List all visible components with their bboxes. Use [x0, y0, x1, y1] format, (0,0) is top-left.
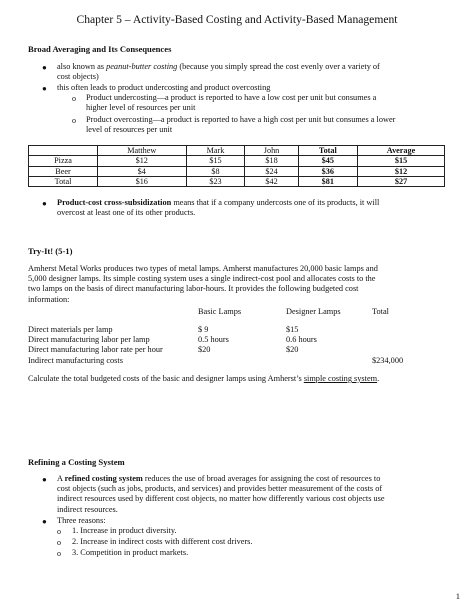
bullet-dot: ●	[42, 475, 47, 484]
sub-bullet-marker: o	[57, 549, 61, 558]
table-cell: Beer	[29, 166, 98, 176]
reason-item: 1. Increase in product diversity.	[72, 526, 177, 535]
page-title: Chapter 5 – Activity-Based Costing and Activity-Based Management	[76, 13, 398, 26]
try-it-paragraph	[28, 264, 378, 305]
cost-table	[28, 145, 445, 187]
table-header-row	[29, 146, 445, 156]
table-cell: Total	[29, 176, 98, 186]
bullet-cross-subsidization	[57, 198, 379, 218]
column-header-basic: Basic Lamps	[198, 307, 242, 316]
bullet-peanut-butter	[57, 62, 380, 82]
cost-row-label: Direct manufacturing labor rate per hour	[28, 345, 163, 354]
cost-row-designer: $15	[286, 325, 299, 334]
bullet-dot: ●	[42, 63, 47, 72]
try-it-question	[28, 374, 379, 384]
cost-row-label: Indirect manufacturing costs	[28, 356, 123, 365]
paragraph-line: Amherst Metal Works produces two types of metal lamps. Amherst manufactures 20,000 basic lamps and	[28, 264, 378, 273]
table-cell: $15	[186, 156, 245, 166]
bullet-text: indirect resources used by different cost objects, no matter how differently various cost objects use	[57, 494, 385, 504]
table-header-cell: Mark	[186, 146, 245, 156]
cost-row-designer: 0.6 hours	[286, 335, 317, 344]
bullet-dot: ●	[42, 84, 47, 93]
bullet-text: indirect resources.	[57, 504, 118, 514]
table-header-cell: Matthew	[98, 146, 187, 156]
cost-row-designer: $20	[286, 345, 299, 354]
table-cell: $18	[245, 156, 298, 166]
table-cell: $15	[358, 156, 445, 166]
bold-term: refined costing system	[64, 474, 143, 483]
bullet-undercosting: this often leads to product undercosting and product overcosting	[57, 83, 271, 92]
bullet-dot: ●	[42, 199, 47, 208]
table-cell: $16	[98, 176, 187, 186]
table-cell: $36	[298, 166, 357, 176]
page-number: 1	[455, 591, 460, 601]
sub-bullet-marker: o	[72, 116, 76, 125]
table-cell: $27	[358, 176, 445, 186]
bullet-refined-costing-system	[57, 474, 385, 515]
table-header-cell	[29, 146, 98, 156]
question-text: Calculate the total budgeted costs of the basic and designer lamps using Amherst’s	[28, 374, 304, 383]
table-header-cell: John	[245, 146, 298, 156]
cost-row-basic: $20	[198, 345, 211, 354]
sub-bullet-text: higher level of resources per unit	[86, 103, 196, 113]
bullet-text: cost objects)	[57, 72, 99, 82]
table-cell: $23	[186, 176, 245, 186]
table-cell: $4	[98, 166, 187, 176]
section-heading-refining: Refining a Costing System	[28, 457, 125, 467]
table-row	[29, 156, 445, 166]
table-header-cell: Average	[358, 146, 445, 156]
bullet-text: means that if a company undercosts one of its products, it will	[171, 198, 380, 207]
question-text: .	[377, 374, 380, 383]
reason-item: 2. Increase in indirect costs with different cost drivers.	[72, 537, 253, 546]
cost-row-basic: $ 9	[198, 325, 209, 334]
bullet-text: reduces the use of broad averages for assigning the cost of resources to	[142, 474, 381, 483]
sub-bullet-text: level of resources per unit	[86, 125, 173, 135]
underlined-term: simple costing system	[303, 374, 378, 383]
sub-bullet-product-overcosting	[86, 115, 395, 135]
bullet-dot: ●	[42, 517, 47, 526]
sub-bullet-marker: o	[72, 94, 76, 103]
column-header-designer: Designer Lamps	[286, 307, 341, 316]
section-heading-broad-averaging: Broad Averaging and Its Consequences	[28, 44, 172, 54]
bullet-text: A	[57, 474, 65, 483]
sub-bullet-product-undercosting	[86, 93, 376, 113]
table-cell: $81	[298, 176, 357, 186]
section-heading-try-it: Try-It! (5-1)	[28, 246, 73, 256]
bullet-text: cost objects (such as jobs, products, and services) and provides better measurement of the costs of	[57, 484, 383, 494]
table-cell: $12	[98, 156, 187, 166]
sub-bullet-marker: o	[57, 527, 61, 536]
bullet-text: also known as	[57, 62, 107, 71]
cost-row-label: Direct manufacturing labor per lamp	[28, 335, 150, 344]
paragraph-line: two lamps on the basis of direct manufacturing labor-hours. It provides the following budgeted cost	[28, 284, 359, 294]
sub-bullet-marker: o	[57, 538, 61, 547]
paragraph-line: information:	[28, 294, 70, 304]
bullet-text: overcost at least one of its other products.	[57, 208, 196, 218]
paragraph-line: 5,000 designer lamps. Its simple costing system uses a single indirect-cost pool and allocates costs to the	[28, 274, 376, 284]
italic-term: peanut-butter costing	[106, 62, 178, 71]
bullet-three-reasons: Three reasons:	[57, 516, 106, 525]
bold-term: Product-cost cross-subsidization	[57, 198, 172, 207]
table-cell: $45	[298, 156, 357, 166]
table-row	[29, 176, 445, 186]
bullet-text: (because you simply spread the cost evenly over a variety of	[177, 62, 380, 71]
cost-row-basic: 0.5 hours	[198, 335, 229, 344]
table-cell: $8	[186, 166, 245, 176]
sub-bullet-text: Product undercosting—a product is reported to have a low cost per unit but consumes a	[86, 93, 377, 102]
table-row	[29, 166, 445, 176]
reason-item: 3. Competition in product markets.	[72, 548, 189, 557]
table-cell: $24	[245, 166, 298, 176]
table-cell: Pizza	[29, 156, 98, 166]
sub-bullet-text: Product overcosting—a product is reported to have a high cost per unit but consumes a lower	[86, 115, 396, 124]
column-header-total: Total	[372, 307, 389, 316]
table-cell: $42	[245, 176, 298, 186]
cost-row-label: Direct materials per lamp	[28, 325, 113, 334]
table-cell: $12	[358, 166, 445, 176]
cost-row-total: $234,000	[372, 356, 404, 365]
table-header-cell: Total	[298, 146, 357, 156]
